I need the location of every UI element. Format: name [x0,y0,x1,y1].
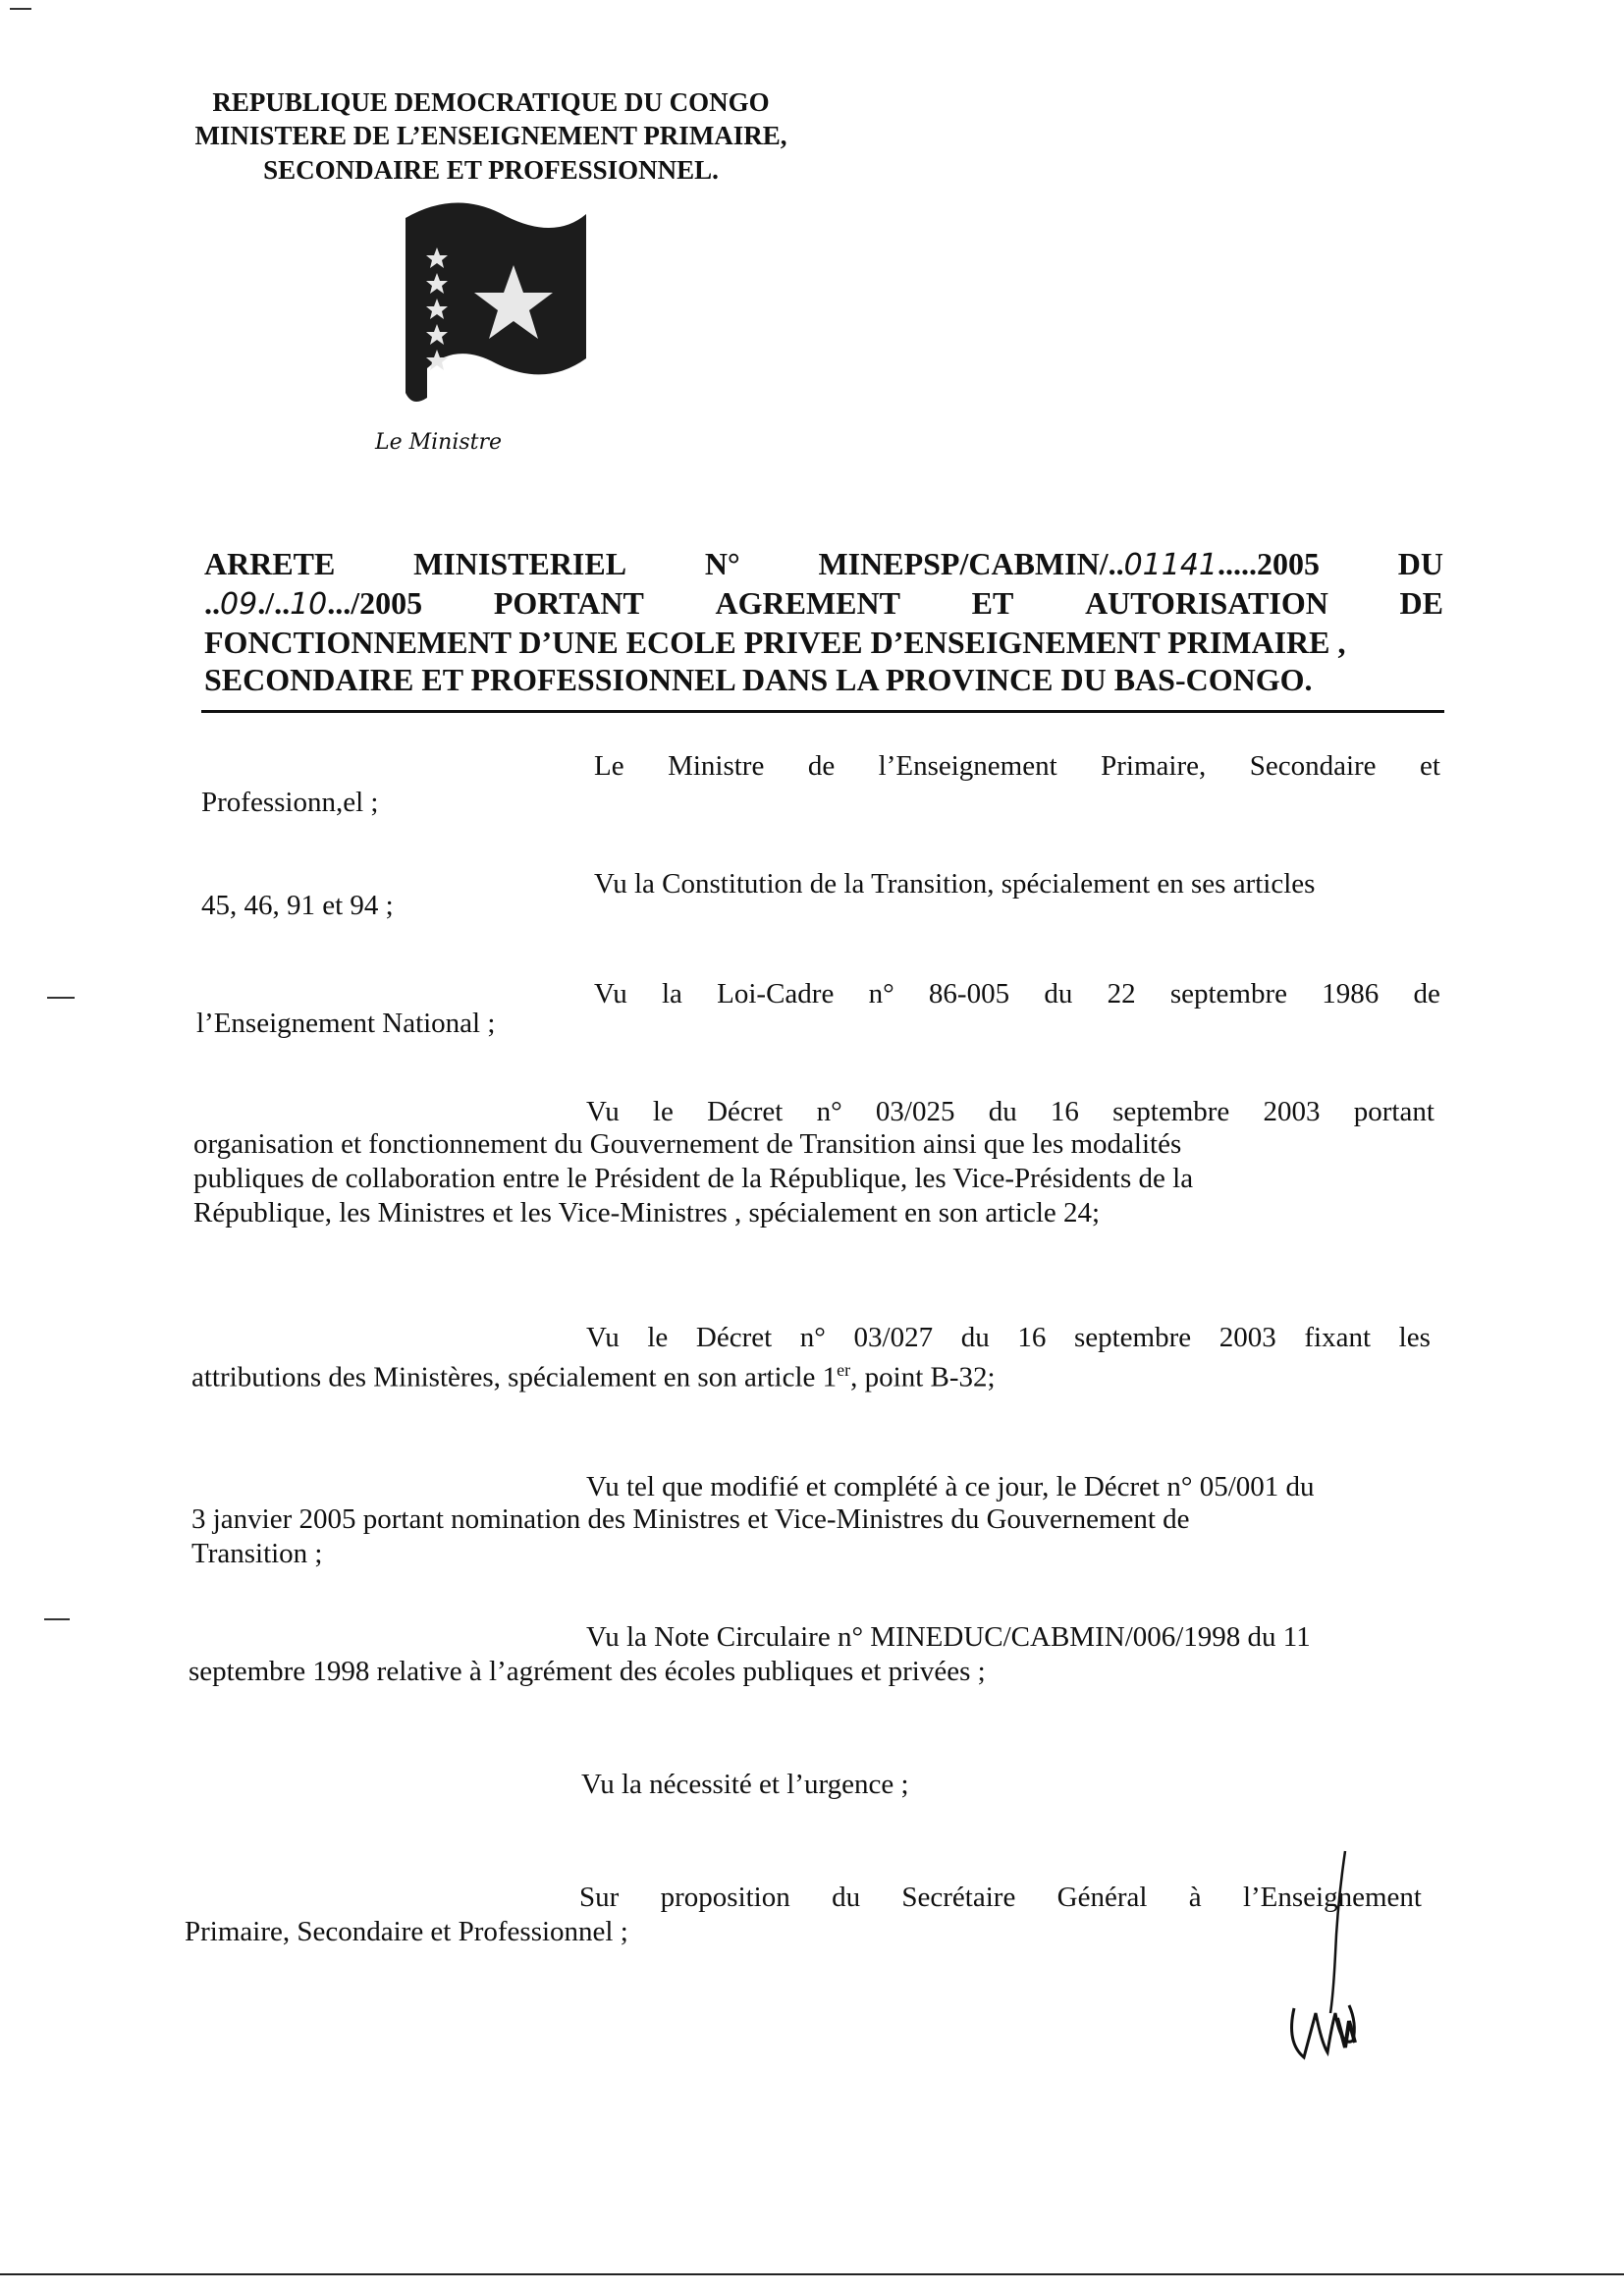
word: n° [868,978,894,1010]
word: l’Enseignement [878,750,1057,782]
date-prefix: .. [204,585,220,621]
word: 16 [1050,1096,1079,1127]
scan-mark [44,1618,70,1620]
para-9-rest: Primaire, Secondaire et Professionnel ; [185,1916,628,1947]
reference-year: .....2005 [1218,546,1321,581]
para-7-rest: septembre 1998 relative à l’agrément des écoles publiques et privées ; [189,1656,986,1687]
decree-date [204,584,422,624]
word: de [1413,978,1440,1010]
text-line: organisation et fonctionnement du Gouvernement de Transition ainsi que les modalités [193,1128,1182,1160]
word: 03/027 [853,1322,934,1353]
word: n° [799,1322,826,1353]
word: Décret [707,1096,784,1127]
word: Le [594,750,624,782]
word: la [661,978,682,1010]
header-ministry: MINISTERE DE L’ENSEIGNEMENT PRIMAIRE, [194,121,787,150]
title-line-4: SECONDAIRE ET PROFESSIONNEL DANS LA PROVINCE DU BAS-CONGO. [204,662,1313,697]
word: du [1044,978,1073,1010]
title-word: ARRETE [204,546,336,581]
para-4-rest [193,1127,1435,1230]
text-line: publiques de collaboration entre le Président de la République, les Vice-Présidents de la [193,1163,1194,1194]
superscript: er [837,1360,851,1380]
word: 2003 [1218,1322,1276,1353]
text-run: , point B-32; [850,1361,996,1393]
title-word: N° [704,546,740,581]
para-3-first-line [594,977,1440,1011]
word: Vu [586,1096,620,1127]
word: n° [816,1096,842,1127]
text-run: attributions des Ministères, spécialement en son article 1 [191,1361,838,1393]
title-word: DU [1397,546,1443,581]
header-ministry-cont: SECONDAIRE ET PROFESSIONNEL. [263,155,719,185]
title-word: DE [1399,585,1443,621]
word: septembre [1112,1096,1230,1127]
handwritten-day: 09 [220,587,258,622]
header-republic: REPUBLIQUE DEMOCRATIQUE DU CONGO [212,87,770,117]
para-3-rest: l’Enseignement National ; [196,1008,496,1039]
word: de [807,750,836,782]
date-separator: ./.. [257,585,291,621]
para-8: Vu la nécessité et l’urgence ; [581,1769,909,1800]
para-7-first-line: Vu la Note Circulaire n° MINEDUC/CABMIN/006/1998 du 11 [586,1621,1311,1653]
para-1-first-line [594,749,1440,784]
word: septembre [1169,978,1288,1010]
word: l’Enseignement [1242,1882,1422,1913]
emblem-caption: Le Ministre [375,430,503,455]
word: Vu [594,978,627,1010]
word: le [647,1322,669,1353]
word: Vu [586,1322,620,1353]
word: le [652,1096,674,1127]
title-word: PORTANT [493,585,644,621]
para-5-first-line [586,1321,1431,1355]
word: les [1398,1322,1431,1353]
word: et [1420,750,1440,782]
word: 22 [1107,978,1136,1010]
word: Ministre [668,750,765,782]
word: 1986 [1322,978,1380,1010]
title-line-3: FONCTIONNEMENT D’UNE ECOLE PRIVEE D’ENSEIGNEMENT PRIMAIRE , [204,625,1346,660]
word: portant [1353,1096,1435,1127]
scan-mark [47,997,75,999]
word: à [1188,1882,1202,1913]
title-line-1 [204,545,1443,584]
word: 16 [1017,1322,1047,1353]
word: Loi-Cadre [717,978,835,1010]
para-6-rest [191,1502,1434,1571]
handwritten-decree-number: 01141 [1123,548,1218,582]
title-underline [201,710,1444,713]
word: Décret [695,1322,773,1353]
title-word: MINISTERIEL [413,546,627,581]
para-4-first-line [586,1095,1435,1129]
para-2-first-line: Vu la Constitution de la Transition, spécialement en ses articles [594,868,1316,900]
word: proposition [660,1882,790,1913]
para-1-rest: Professionn,el ; [201,787,379,818]
word: du [960,1322,990,1353]
ministry-emblem [398,196,594,412]
word: Sur [579,1882,620,1913]
text-line: République, les Ministres et les Vice-Ministres , spécialement en son article 24; [193,1197,1101,1228]
word: 03/025 [875,1096,955,1127]
word: 2003 [1263,1096,1321,1127]
title-word: ET [971,585,1014,621]
title-word: AUTORISATION [1085,585,1328,621]
handwritten-month: 10 [290,587,328,622]
text-line: 3 janvier 2005 portant nomination des Ministres et Vice-Ministres du Gouvernement de [191,1503,1190,1535]
word: du [832,1882,861,1913]
word: Primaire, [1101,750,1207,782]
title-word: AGREMENT [715,585,900,621]
word: septembre [1073,1322,1192,1353]
para-6-first-line: Vu tel que modifié et complété à ce jour, le Décret n° 05/001 du [586,1471,1315,1502]
word: Général [1056,1882,1148,1913]
para-5-rest [191,1353,996,1395]
decree-reference [818,545,1320,584]
text-line: Transition ; [191,1538,323,1569]
reference-prefix: MINEPSP/CABMIN/.. [818,546,1124,581]
word: du [988,1096,1017,1127]
word: fixant [1304,1322,1372,1353]
scan-mark [10,8,31,10]
page-bottom-edge [0,2273,1624,2275]
date-year: .../2005 [327,585,423,621]
word: Secrétaire [901,1882,1016,1913]
word: Secondaire [1249,750,1377,782]
word: 86-005 [928,978,1010,1010]
para-2-rest: 45, 46, 91 et 94 ; [201,890,394,921]
decree-title [204,545,1443,698]
title-line-2 [204,584,1443,624]
handwritten-initials [1276,1846,1394,2102]
